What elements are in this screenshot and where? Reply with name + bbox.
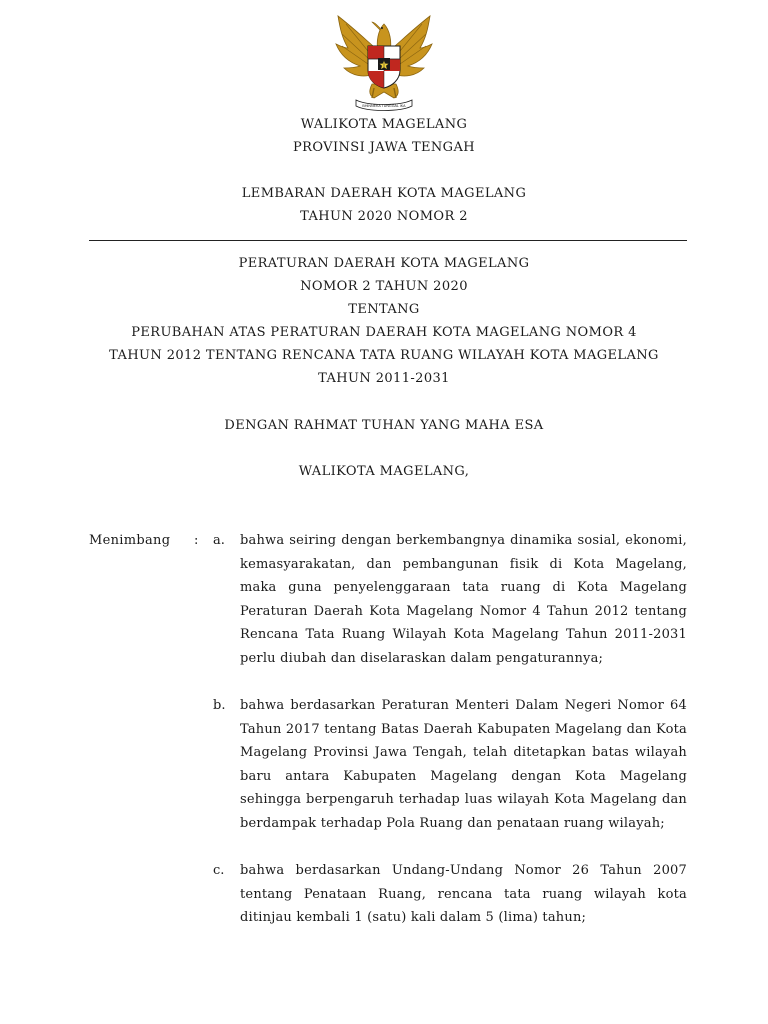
considering-label: Menimbang: [89, 533, 171, 548]
item-marker: c.: [213, 863, 225, 878]
regulation-title-line-1: PERUBAHAN ATAS PERATURAN DAERAH KOTA MAGELANG NOMOR 4: [131, 325, 637, 340]
gazette-title: LEMBARAN DAERAH KOTA MAGELANG: [241, 186, 527, 201]
authority-line: WALIKOTA MAGELANG,: [298, 464, 470, 479]
regulation-title-line-2: TAHUN 2012 TENTANG RENCANA TATA RUANG WILAYAH KOTA MAGELANG: [109, 348, 659, 363]
province-title: PROVINSI JAWA TENGAH: [293, 140, 475, 155]
regulation-about: TENTANG: [348, 302, 420, 317]
blessing-line: DENGAN RAHMAT TUHAN YANG MAHA ESA: [224, 418, 544, 433]
gazette-number: TAHUN 2020 NOMOR 2: [300, 209, 468, 224]
regulation-number: NOMOR 2 TAHUN 2020: [300, 279, 468, 294]
item-text: bahwa seiring dengan berkembangnya dinamika sosial, ekonomi, kemasyarakatan, dan pembangunan fisik di Kota Magelang, maka guna penyelenggaraan tata ruang di Kota Magelang Peraturan Daerah Kota Magelang Nomor 4 Tahun 2012 tentang Rencana Tata Ruang Wilayah Kota Magelang Tahun 2011-2031 perlu diubah dan diselaraskan dalam pengaturannya;: [240, 533, 687, 666]
item-text: bahwa berdasarkan Peraturan Menteri Dalam Negeri Nomor 64 Tahun 2017 tentang Batas Daerah Kabupaten Magelang dan Kota Magelang Provinsi Jawa Tengah, telah ditetapkan batas wilayah baru antara Kabupaten Magelang dengan Kota Magelang sehingga berpengaruh terhadap luas wilayah Kota Magelang dan berdampak terhadap Pola Ruang dan penataan ruang wilayah;: [240, 698, 687, 831]
regulation-type: PERATURAN DAERAH KOTA MAGELANG: [238, 256, 530, 271]
item-text: bahwa berdasarkan Undang-Undang Nomor 26 Tahun 2007 tentang Penataan Ruang, rencana tata ruang wilayah kota ditinjau kembali 1 (satu) kali dalam 5 (lima) tahun;: [240, 863, 687, 926]
item-marker: a.: [213, 533, 225, 548]
emblem-motto: BHINNEKA TUNGGAL IKA: [362, 104, 406, 108]
item-marker: b.: [213, 698, 226, 713]
considering-colon: :: [194, 533, 199, 548]
issuer-title: WALIKOTA MAGELANG: [300, 117, 468, 132]
regulation-title-line-3: TAHUN 2011-2031: [318, 371, 450, 386]
garuda-emblem-icon: [328, 12, 440, 112]
header-divider: [89, 240, 687, 241]
